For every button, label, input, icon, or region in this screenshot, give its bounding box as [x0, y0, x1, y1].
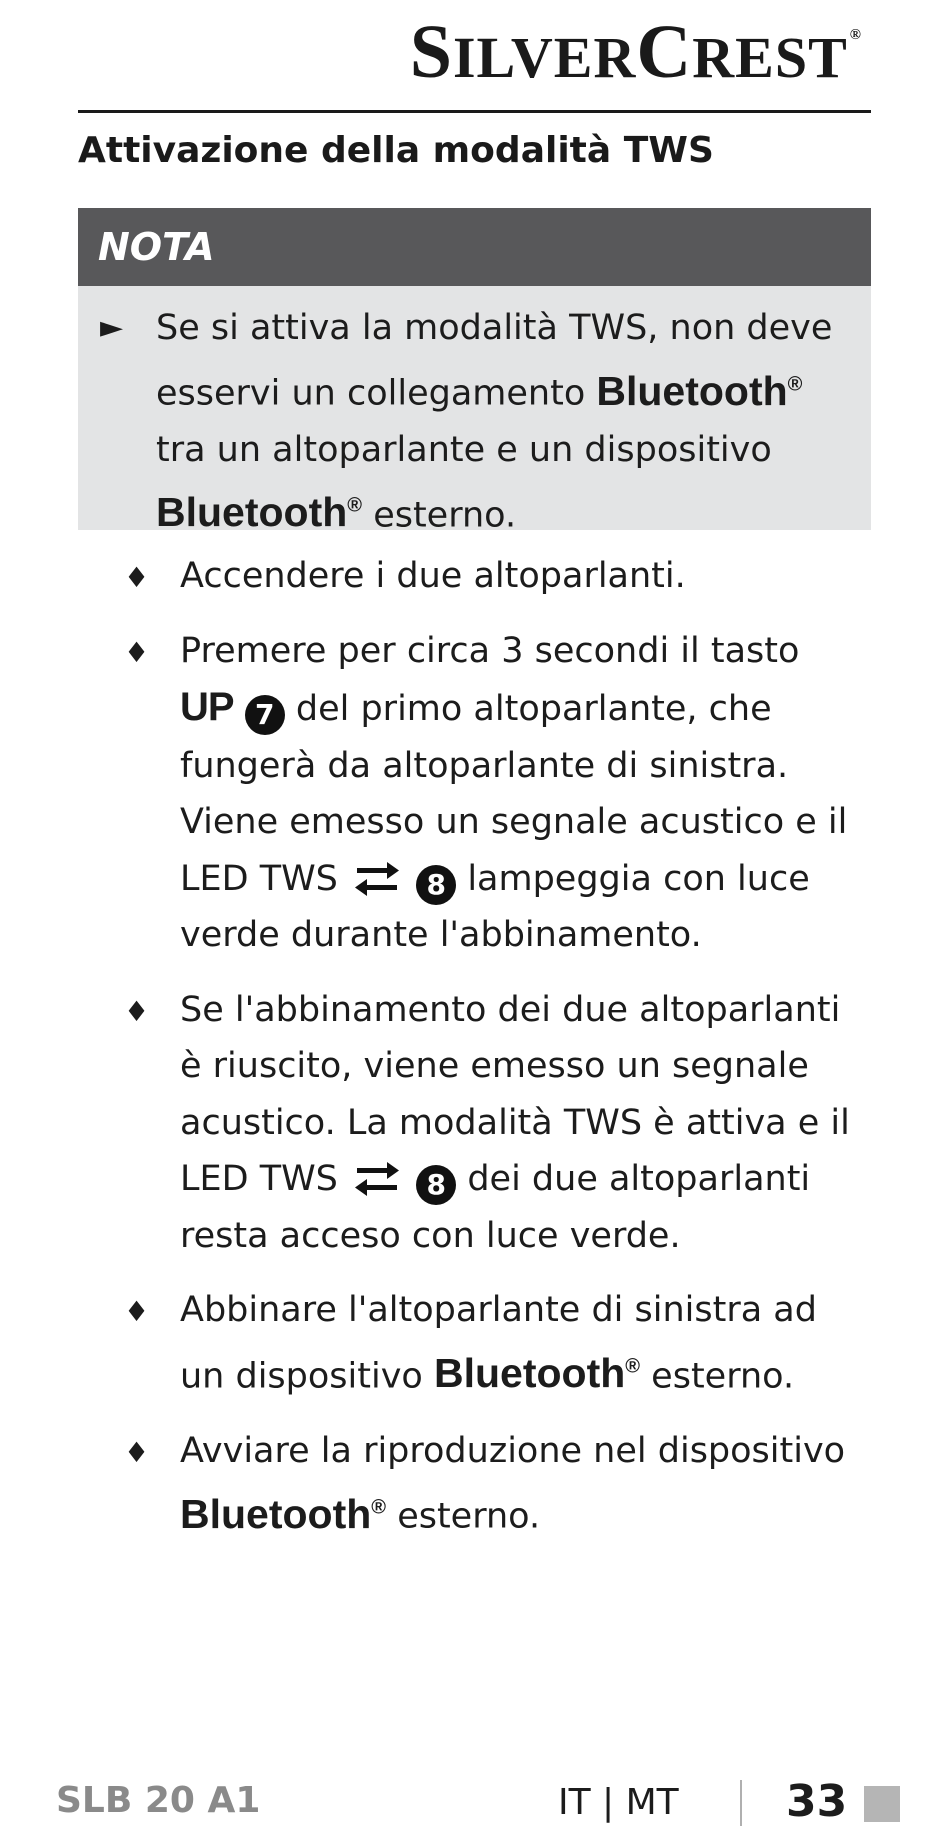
bluetooth-wordmark: Bluetooth® [180, 1490, 387, 1537]
callout-number-8: 8 [416, 865, 456, 905]
list-item: ♦ Accendere i due altoparlanti. [0, 548, 860, 605]
instruction-list [0, 548, 950, 1563]
model-number: SLB 20 A1 [56, 1780, 261, 1821]
header-rule [78, 110, 871, 113]
diamond-bullet-icon: ♦ [124, 1295, 150, 1328]
list-item: ♦ Premere per circa 3 secondi il tasto UP 7 del primo altoparlante, che fungerà da altoparlante di sinistra. Viene emesso un segnale acustico e il LED TWS 8 lampeggia con luce verde durante l'abbinamento. [0, 623, 860, 964]
page-number: 33 [786, 1776, 848, 1827]
bluetooth-wordmark: Bluetooth® [156, 489, 363, 536]
footer-divider [740, 1780, 742, 1826]
tws-arrows-icon [353, 862, 401, 896]
section-title: Attivazione della modalità TWS [78, 130, 714, 171]
language-codes: IT | MT [558, 1782, 679, 1823]
callout-number-7: 7 [245, 695, 285, 735]
page-marker-square [864, 1786, 900, 1822]
up-button-label: UP [180, 685, 234, 729]
diamond-bullet-icon: ♦ [124, 635, 150, 669]
note-arrow-icon: ► [100, 310, 124, 345]
brand-logo: SILVERCREST ® [409, 10, 862, 94]
list-item: ♦ Se l'abbinamento dei due altoparlanti è riuscito, viene emesso un segnale acustico. La modalità TWS è attiva e il LED TWS 8 dei due altoparlanti resta acceso con luce verde. [0, 982, 860, 1265]
bluetooth-wordmark: Bluetooth® [596, 367, 803, 414]
note-heading: NOTA [78, 208, 871, 286]
registered-mark: ® [849, 27, 862, 43]
page-footer [0, 1776, 950, 1826]
list-item: ♦ Abbinare l'altoparlante di sinistra ad un dispositivo Bluetooth® esterno. [0, 1282, 860, 1405]
diamond-bullet-icon: ♦ [124, 561, 150, 594]
diamond-bullet-icon: ♦ [124, 1435, 150, 1469]
diamond-bullet-icon: ♦ [124, 994, 150, 1028]
tws-arrows-icon [353, 1162, 401, 1196]
callout-number-8: 8 [416, 1165, 456, 1205]
note-box: ► Se si attiva la modalità TWS, non deve esservi un collegamento Bluetooth® tra un altoparlante e un dispositivo Bluetooth® esterno. [78, 286, 871, 530]
bluetooth-wordmark: Bluetooth® [433, 1350, 641, 1397]
list-item: ♦ Avviare la riproduzione nel dispositivo Bluetooth® esterno. [0, 1423, 860, 1546]
